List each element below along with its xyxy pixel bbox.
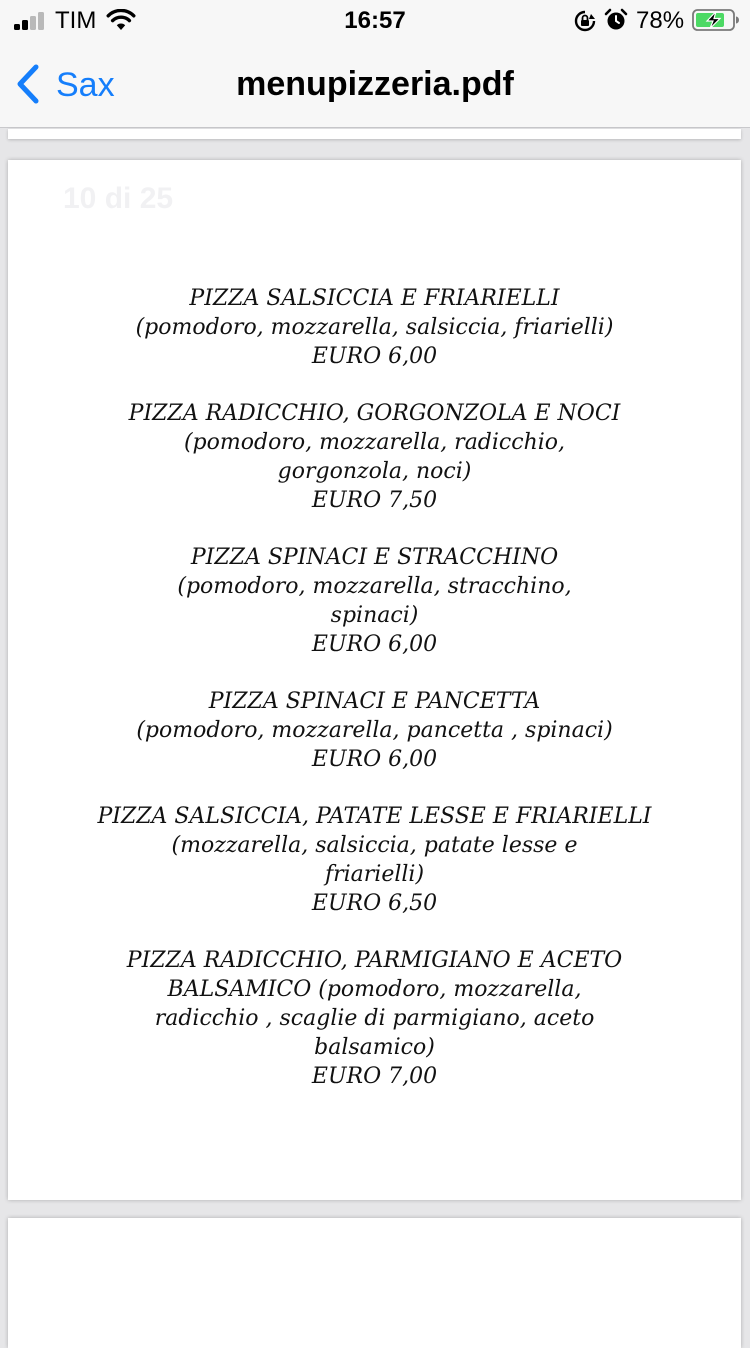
navigation-bar — [0, 40, 750, 128]
menu-item-description: spinaci) — [330, 603, 419, 628]
menu-item-price: EURO 6,00 — [311, 344, 438, 369]
menu-item-description: (pomodoro, mozzarella, pancetta , spinaci) — [136, 718, 613, 743]
menu-item-price: EURO 7,50 — [311, 488, 438, 513]
previous-page — [8, 129, 741, 139]
menu-item-price: EURO 6,50 — [311, 891, 438, 916]
menu-item-description: (pomodoro, mozzarella, stracchino, — [177, 574, 572, 599]
menu-item-description: (pomodoro, mozzarella, salsiccia, friarielli) — [135, 315, 614, 340]
menu-item-description: balsamico) — [314, 1035, 435, 1060]
menu-item-description: friarielli) — [324, 862, 425, 887]
menu-item-price: EURO 7,00 — [311, 1064, 438, 1089]
menu-item — [8, 543, 741, 659]
menu-item-name: PIZZA SPINACI E PANCETTA — [208, 689, 541, 714]
menu-item — [8, 946, 741, 1091]
rotation-lock-icon — [574, 10, 596, 32]
alarm-icon — [604, 8, 628, 32]
next-page — [8, 1218, 741, 1348]
menu-item — [8, 399, 741, 515]
back-button-label: Sax — [56, 66, 115, 104]
document-title: menupizzeria.pdf — [236, 65, 514, 103]
menu-item-name: PIZZA SALSICCIA E FRIARIELLI — [189, 286, 560, 311]
menu-item-description: (pomodoro, mozzarella, radicchio, — [183, 430, 566, 455]
clock: 16:57 — [344, 7, 406, 34]
menu-item-price: EURO 6,00 — [311, 747, 438, 772]
menu-item — [8, 284, 741, 371]
menu-list — [8, 284, 741, 1119]
battery-charging-icon — [692, 9, 740, 31]
menu-item-name: PIZZA SPINACI E STRACCHINO — [190, 545, 559, 570]
menu-item-name: PIZZA SALSICCIA, PATATE LESSE E FRIARIELLI — [97, 804, 652, 829]
menu-item-description: radicchio , scaglie di parmigiano, aceto — [154, 1006, 595, 1031]
page-indicator: 10 di 25 — [63, 182, 174, 215]
status-bar — [0, 0, 750, 40]
menu-item-name: PIZZA RADICCHIO, GORGONZOLA E NOCI — [128, 401, 621, 426]
menu-item-description: (mozzarella, salsiccia, patate lesse e — [171, 833, 578, 858]
menu-item — [8, 802, 741, 918]
pdf-page — [8, 160, 741, 1200]
menu-item-description: BALSAMICO (pomodoro, mozzarella, — [167, 977, 582, 1002]
battery-percentage: 78% — [636, 7, 685, 34]
menu-item-price: EURO 6,00 — [311, 632, 438, 657]
menu-item-name: PIZZA RADICCHIO, PARMIGIANO E ACETO — [126, 948, 623, 973]
carrier-name: TIM — [55, 7, 97, 34]
menu-item-description: gorgonzola, noci) — [277, 459, 472, 484]
menu-item — [8, 687, 741, 774]
